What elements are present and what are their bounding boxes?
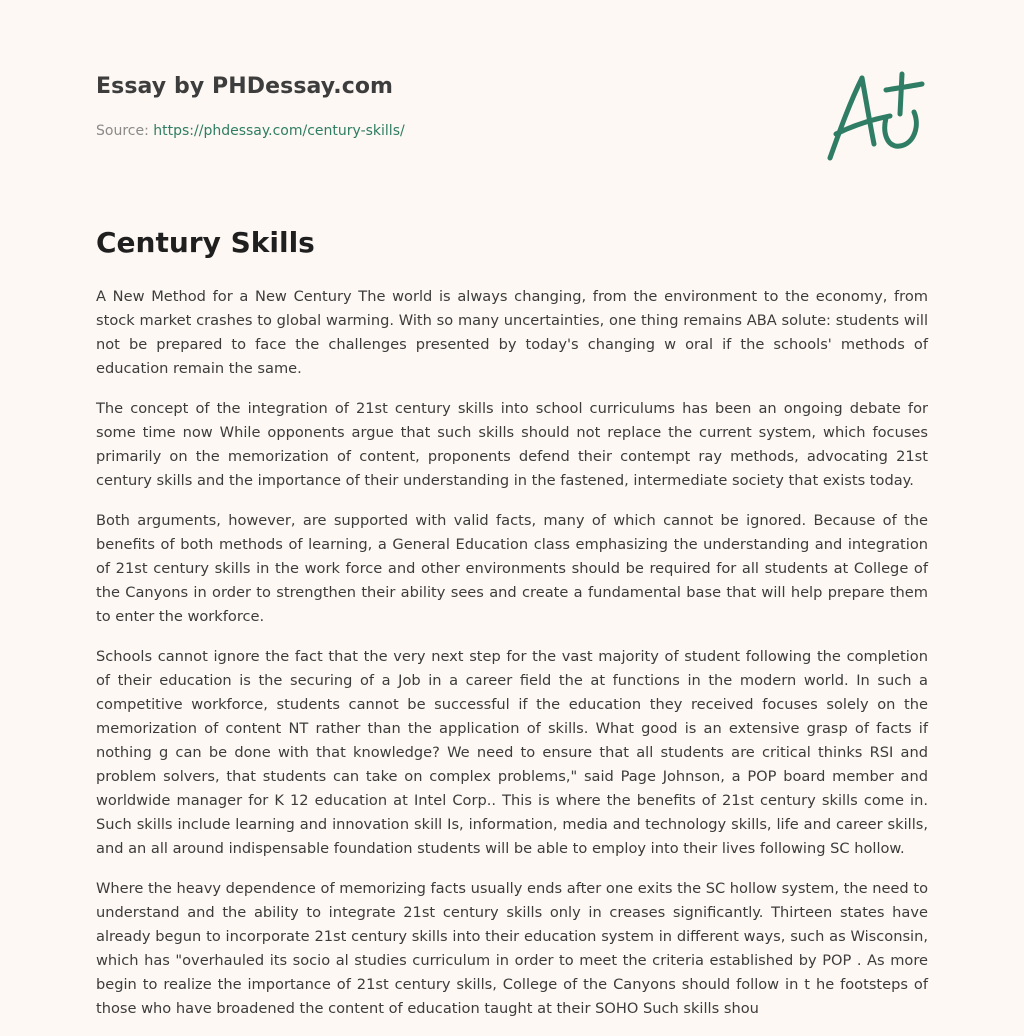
essay-paragraph: The concept of the integration of 21st century skills into school curriculums has been an ongoing debate for some time now While opponents argue that such skills should not replace the current system, which focuses primarily on the memorization of content, proponents defend their contempt ray methods, advocating 21st century skills and the importance of their understanding in the fastened, intermediate society that exists today.: [96, 400, 928, 489]
source-label: Source:: [96, 123, 154, 139]
site-brand: Essay by PHDessay.com: [96, 74, 394, 99]
essay-title: Century Skills: [96, 226, 315, 259]
a-plus-grade-icon: [822, 68, 930, 164]
essay-body: [96, 285, 928, 1036]
essay-paragraph: A New Method for a New Century The world is always changing, from the environment to the economy, from stock market crashes to global warming. With so many uncertainties, one thing remains ABA solute: students will not be prepared to face the challenges presented by today's changing w oral if the schools' methods of education remain the same.: [96, 288, 928, 377]
page-header: [96, 74, 796, 139]
essay-paragraph: Both arguments, however, are supported with valid facts, many of which cannot be ignored. Because of the benefits of both methods of learning, a General Education class emphasizing the understanding and integration of 21st century skills in the work force and other environments should be required for all students at College of the Canyons in order to strengthen their ability sees and create a fundamental base that will help prepare them to enter the workforce.: [96, 512, 928, 625]
essay-paragraph: Where the heavy dependence of memorizing facts usually ends after one exits the SC hollow system, the need to understand and the ability to integrate 21st century skills only in creases significantly. Thirteen states have already begun to incorporate 21st century skills into their education system in different ways, such as Wisconsin, which has "overhauled its socio al studies curriculum in order to meet the criteria established by POP . As more begin to realize the importance of 21st century skills, College of the Canyons should follow in t he footsteps of those who have broadened the content of education taught at their SOHO Such skills shou: [96, 880, 928, 1017]
source-link[interactable]: https://phdessay.com/century-skills/: [153, 123, 405, 139]
source-line: [96, 123, 796, 139]
essay-paragraph: Schools cannot ignore the fact that the very next step for the vast majority of student following the completion of their education is the securing of a Job in a career field the at functions in the modern world. In such a competitive workforce, students cannot be successful if the education they received focuses solely on the memorization of content NT rather than the application of skills. What good is an extensive grasp of facts if nothing g can be done with that knowledge? We need to ensure that all students are critical thinks RSI and problem solvers, that students can take on complex problems," said Page Johnson, a POP board member and worldwide manager for K 12 education at Intel Corp.. This is where the benefits of 21st century skills come in. Such skills include learning and innovation skill Is, information, media and technology skills, life and career skills, and an all around indispensable foundation students will be able to employ into their lives following SC hollow.: [96, 648, 928, 857]
